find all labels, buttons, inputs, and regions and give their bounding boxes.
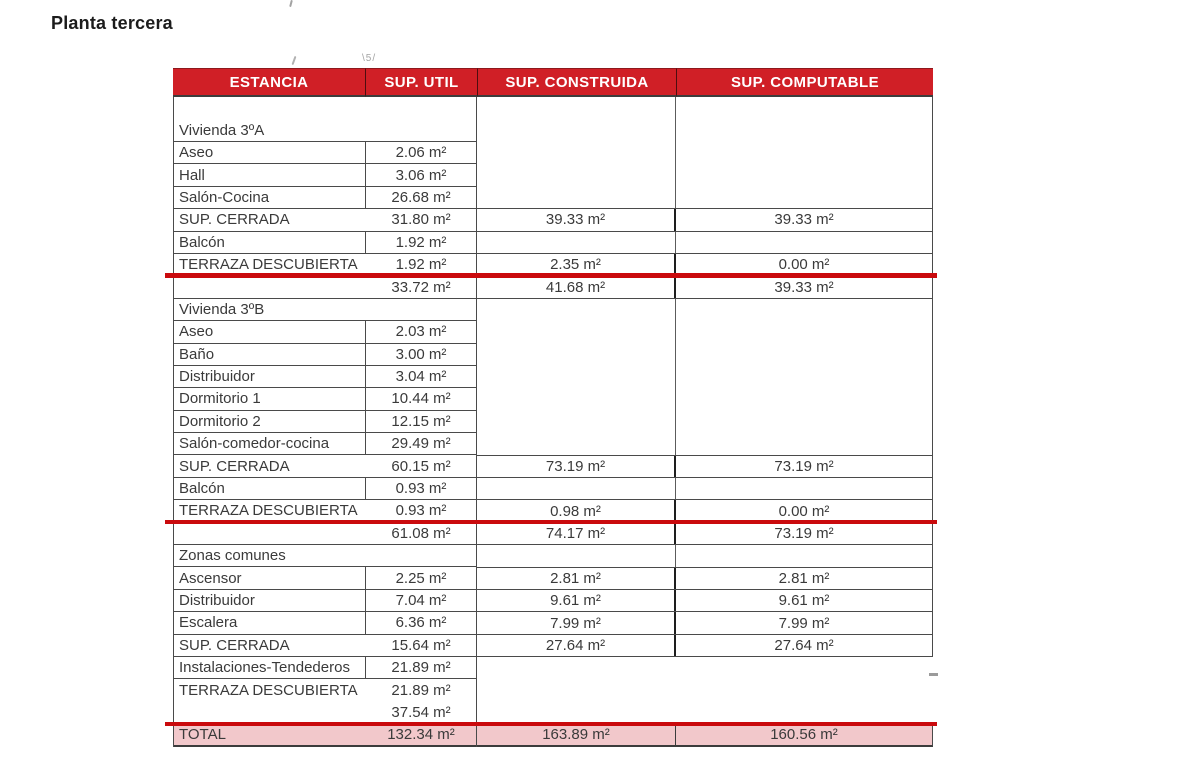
red-rule xyxy=(165,722,937,727)
empty-cell xyxy=(477,478,676,499)
total-construida-value: 163.89 m² xyxy=(477,724,676,745)
row-label: Distribuidor xyxy=(174,590,366,611)
sup-computable-value: 0.00 m² xyxy=(778,256,830,274)
sup-construida-value: 41.68 m² xyxy=(477,276,676,297)
sup-util-value: 3.06 m² xyxy=(395,166,447,184)
sup-util-value: 29.49 m² xyxy=(391,435,451,453)
estancia-util-columns xyxy=(173,97,477,747)
row-label: Salón-Cocina xyxy=(174,187,366,208)
construida-computable-row xyxy=(477,209,933,231)
table-row xyxy=(174,366,476,388)
construida-computable-row xyxy=(477,635,933,657)
construida-computable-row xyxy=(477,568,933,590)
sup-computable-value: 7.99 m² xyxy=(778,614,830,632)
sup-construida-value: 74.17 m² xyxy=(477,523,676,544)
sup-util-value: 21.89 m² xyxy=(391,682,451,700)
sup-computable-value: 73.19 m² xyxy=(774,524,834,542)
table-row xyxy=(174,321,476,343)
empty-cell xyxy=(676,97,932,208)
red-rule xyxy=(165,520,937,525)
sup-util-value: 12.15 m² xyxy=(391,412,451,430)
table-row xyxy=(174,590,476,612)
sup-util-value: 2.25 m² xyxy=(395,569,447,587)
column-header-sup-construida: SUP. CONSTRUIDA xyxy=(477,68,676,97)
table-row xyxy=(174,388,476,410)
scan-artifact-mark: \5/ xyxy=(362,53,377,64)
section-row xyxy=(174,545,476,567)
sup-construida-value: 7.99 m² xyxy=(477,612,676,633)
row-label: Distribuidor xyxy=(174,366,366,387)
row-label: Hall xyxy=(174,164,366,185)
table-row xyxy=(174,567,476,589)
row-label: Vivienda 3ºB xyxy=(179,300,265,318)
empty-cell xyxy=(676,299,932,455)
sup-computable-value: 73.19 m² xyxy=(774,457,834,475)
total-util-value: 132.34 m² xyxy=(387,726,455,744)
column-header-sup-computable: SUP. COMPUTABLE xyxy=(676,68,933,97)
row-label: SUP. CERRADA xyxy=(179,457,290,475)
sup-util-value: 6.36 m² xyxy=(395,614,447,632)
sup-util-value: 61.08 m² xyxy=(391,524,451,542)
sup-util-value: 0.93 m² xyxy=(395,502,447,520)
sup-construida-value: 39.33 m² xyxy=(477,209,676,230)
table-row xyxy=(174,635,476,657)
row-label: Baño xyxy=(174,344,366,365)
empty-merged-cell xyxy=(477,97,933,209)
sup-construida-value: 73.19 m² xyxy=(477,456,676,477)
table-body xyxy=(173,97,933,747)
sup-computable-value: 39.33 m² xyxy=(774,278,834,296)
table-row xyxy=(174,276,476,298)
sup-util-value: 2.03 m² xyxy=(395,323,447,341)
table-row xyxy=(174,657,476,679)
construida-computable-row xyxy=(477,612,933,634)
sup-construida-value: 9.61 m² xyxy=(477,590,676,611)
sup-util-value: 3.00 m² xyxy=(395,345,447,363)
table-row xyxy=(174,702,476,724)
empty-merged-cell xyxy=(477,478,933,500)
row-label: Vivienda 3ºA xyxy=(179,122,265,139)
construida-computable-row xyxy=(477,523,933,545)
table-row xyxy=(174,433,476,455)
empty-cell xyxy=(477,299,676,455)
scan-artifact-tick xyxy=(292,56,297,65)
sup-computable-value: 27.64 m² xyxy=(774,636,834,654)
total-row-right xyxy=(477,724,933,747)
table-row xyxy=(174,455,476,477)
sup-util-value: 7.04 m² xyxy=(395,592,447,609)
table-row xyxy=(174,209,476,231)
construida-computable-row xyxy=(477,276,933,298)
sup-construida-value: 2.35 m² xyxy=(477,254,676,275)
sup-util-value: 31.80 m² xyxy=(391,211,451,229)
total-row xyxy=(174,724,476,747)
table-row xyxy=(174,142,476,164)
sup-computable-value: 39.33 m² xyxy=(774,211,834,229)
row-label xyxy=(174,523,366,544)
row-label: Aseo xyxy=(174,321,366,342)
row-label: Zonas comunes xyxy=(179,547,286,565)
sup-construida-value: 0.98 m² xyxy=(477,500,676,521)
empty-cell xyxy=(676,545,932,566)
row-label: TERRAZA DESCUBIERTA xyxy=(179,502,358,520)
row-label: Ascensor xyxy=(174,567,366,588)
empty-cell xyxy=(477,545,676,566)
row-label: Dormitorio 1 xyxy=(174,388,366,409)
sup-util-value: 0.93 m² xyxy=(395,480,447,498)
table-row xyxy=(174,411,476,433)
sup-util-value: 33.72 m² xyxy=(391,278,451,296)
sup-util-value: 1.92 m² xyxy=(395,233,447,251)
empty-merged-cell xyxy=(477,232,933,254)
empty-cell xyxy=(477,97,676,208)
sup-util-value: 10.44 m² xyxy=(391,390,451,408)
row-label: TERRAZA DESCUBIERTA xyxy=(179,682,358,700)
red-rule xyxy=(165,273,937,278)
table-row xyxy=(174,478,476,500)
row-label: SUP. CERRADA xyxy=(179,211,290,229)
row-label: Balcón xyxy=(174,478,366,499)
sup-util-value: 21.89 m² xyxy=(391,659,451,677)
sup-util-value: 26.68 m² xyxy=(391,188,451,206)
column-header-estancia: ESTANCIA xyxy=(173,68,365,97)
row-label: TERRAZA DESCUBIERTA xyxy=(179,256,358,274)
areas-table xyxy=(173,68,933,747)
table-row xyxy=(174,187,476,209)
column-header-sup-util: SUP. UTIL xyxy=(365,68,477,97)
sup-util-value: 2.06 m² xyxy=(395,144,447,162)
row-label: Balcón xyxy=(174,232,366,253)
sup-construida-value: 2.81 m² xyxy=(477,568,676,589)
table-row xyxy=(174,164,476,186)
empty-merged-cell xyxy=(477,545,933,567)
sup-util-value: 15.64 m² xyxy=(391,636,451,654)
row-label: Aseo xyxy=(174,142,366,163)
row-label: Escalera xyxy=(174,612,366,633)
empty-cell xyxy=(676,478,932,499)
row-label: SUP. CERRADA xyxy=(179,636,290,654)
table-row xyxy=(174,523,476,545)
section-row xyxy=(174,97,476,142)
total-label: TOTAL xyxy=(179,726,226,744)
row-label xyxy=(174,702,366,724)
empty-merged-cell xyxy=(477,299,933,456)
sup-computable-value: 0.00 m² xyxy=(778,502,830,520)
row-label: Salón-comedor-cocina xyxy=(174,433,366,454)
empty-cell xyxy=(477,232,676,253)
sup-util-value: 3.04 m² xyxy=(395,368,447,386)
construida-computable-columns xyxy=(477,97,933,747)
sup-util-value: 60.15 m² xyxy=(391,457,451,475)
sup-construida-value: 27.64 m² xyxy=(477,635,676,656)
table-row xyxy=(174,679,476,701)
table-header-row xyxy=(173,68,933,97)
sup-computable-value: 9.61 m² xyxy=(778,592,830,610)
empty-cell xyxy=(676,232,932,253)
table-row xyxy=(174,612,476,634)
sup-util-value: 1.92 m² xyxy=(395,256,447,274)
page-title: Planta tercera xyxy=(51,13,173,33)
total-computable-value: 160.56 m² xyxy=(770,726,838,744)
table-row xyxy=(174,344,476,366)
section-row xyxy=(174,299,476,321)
construida-computable-row xyxy=(477,590,933,612)
scan-artifact-tick xyxy=(289,0,293,7)
construida-computable-row xyxy=(477,456,933,478)
table-row xyxy=(174,232,476,254)
row-label: Dormitorio 2 xyxy=(174,411,366,432)
sup-computable-value: 2.81 m² xyxy=(778,569,830,587)
row-label xyxy=(174,276,366,297)
sup-util-value: 37.54 m² xyxy=(391,704,451,722)
row-label: Instalaciones-Tendederos xyxy=(174,657,366,678)
